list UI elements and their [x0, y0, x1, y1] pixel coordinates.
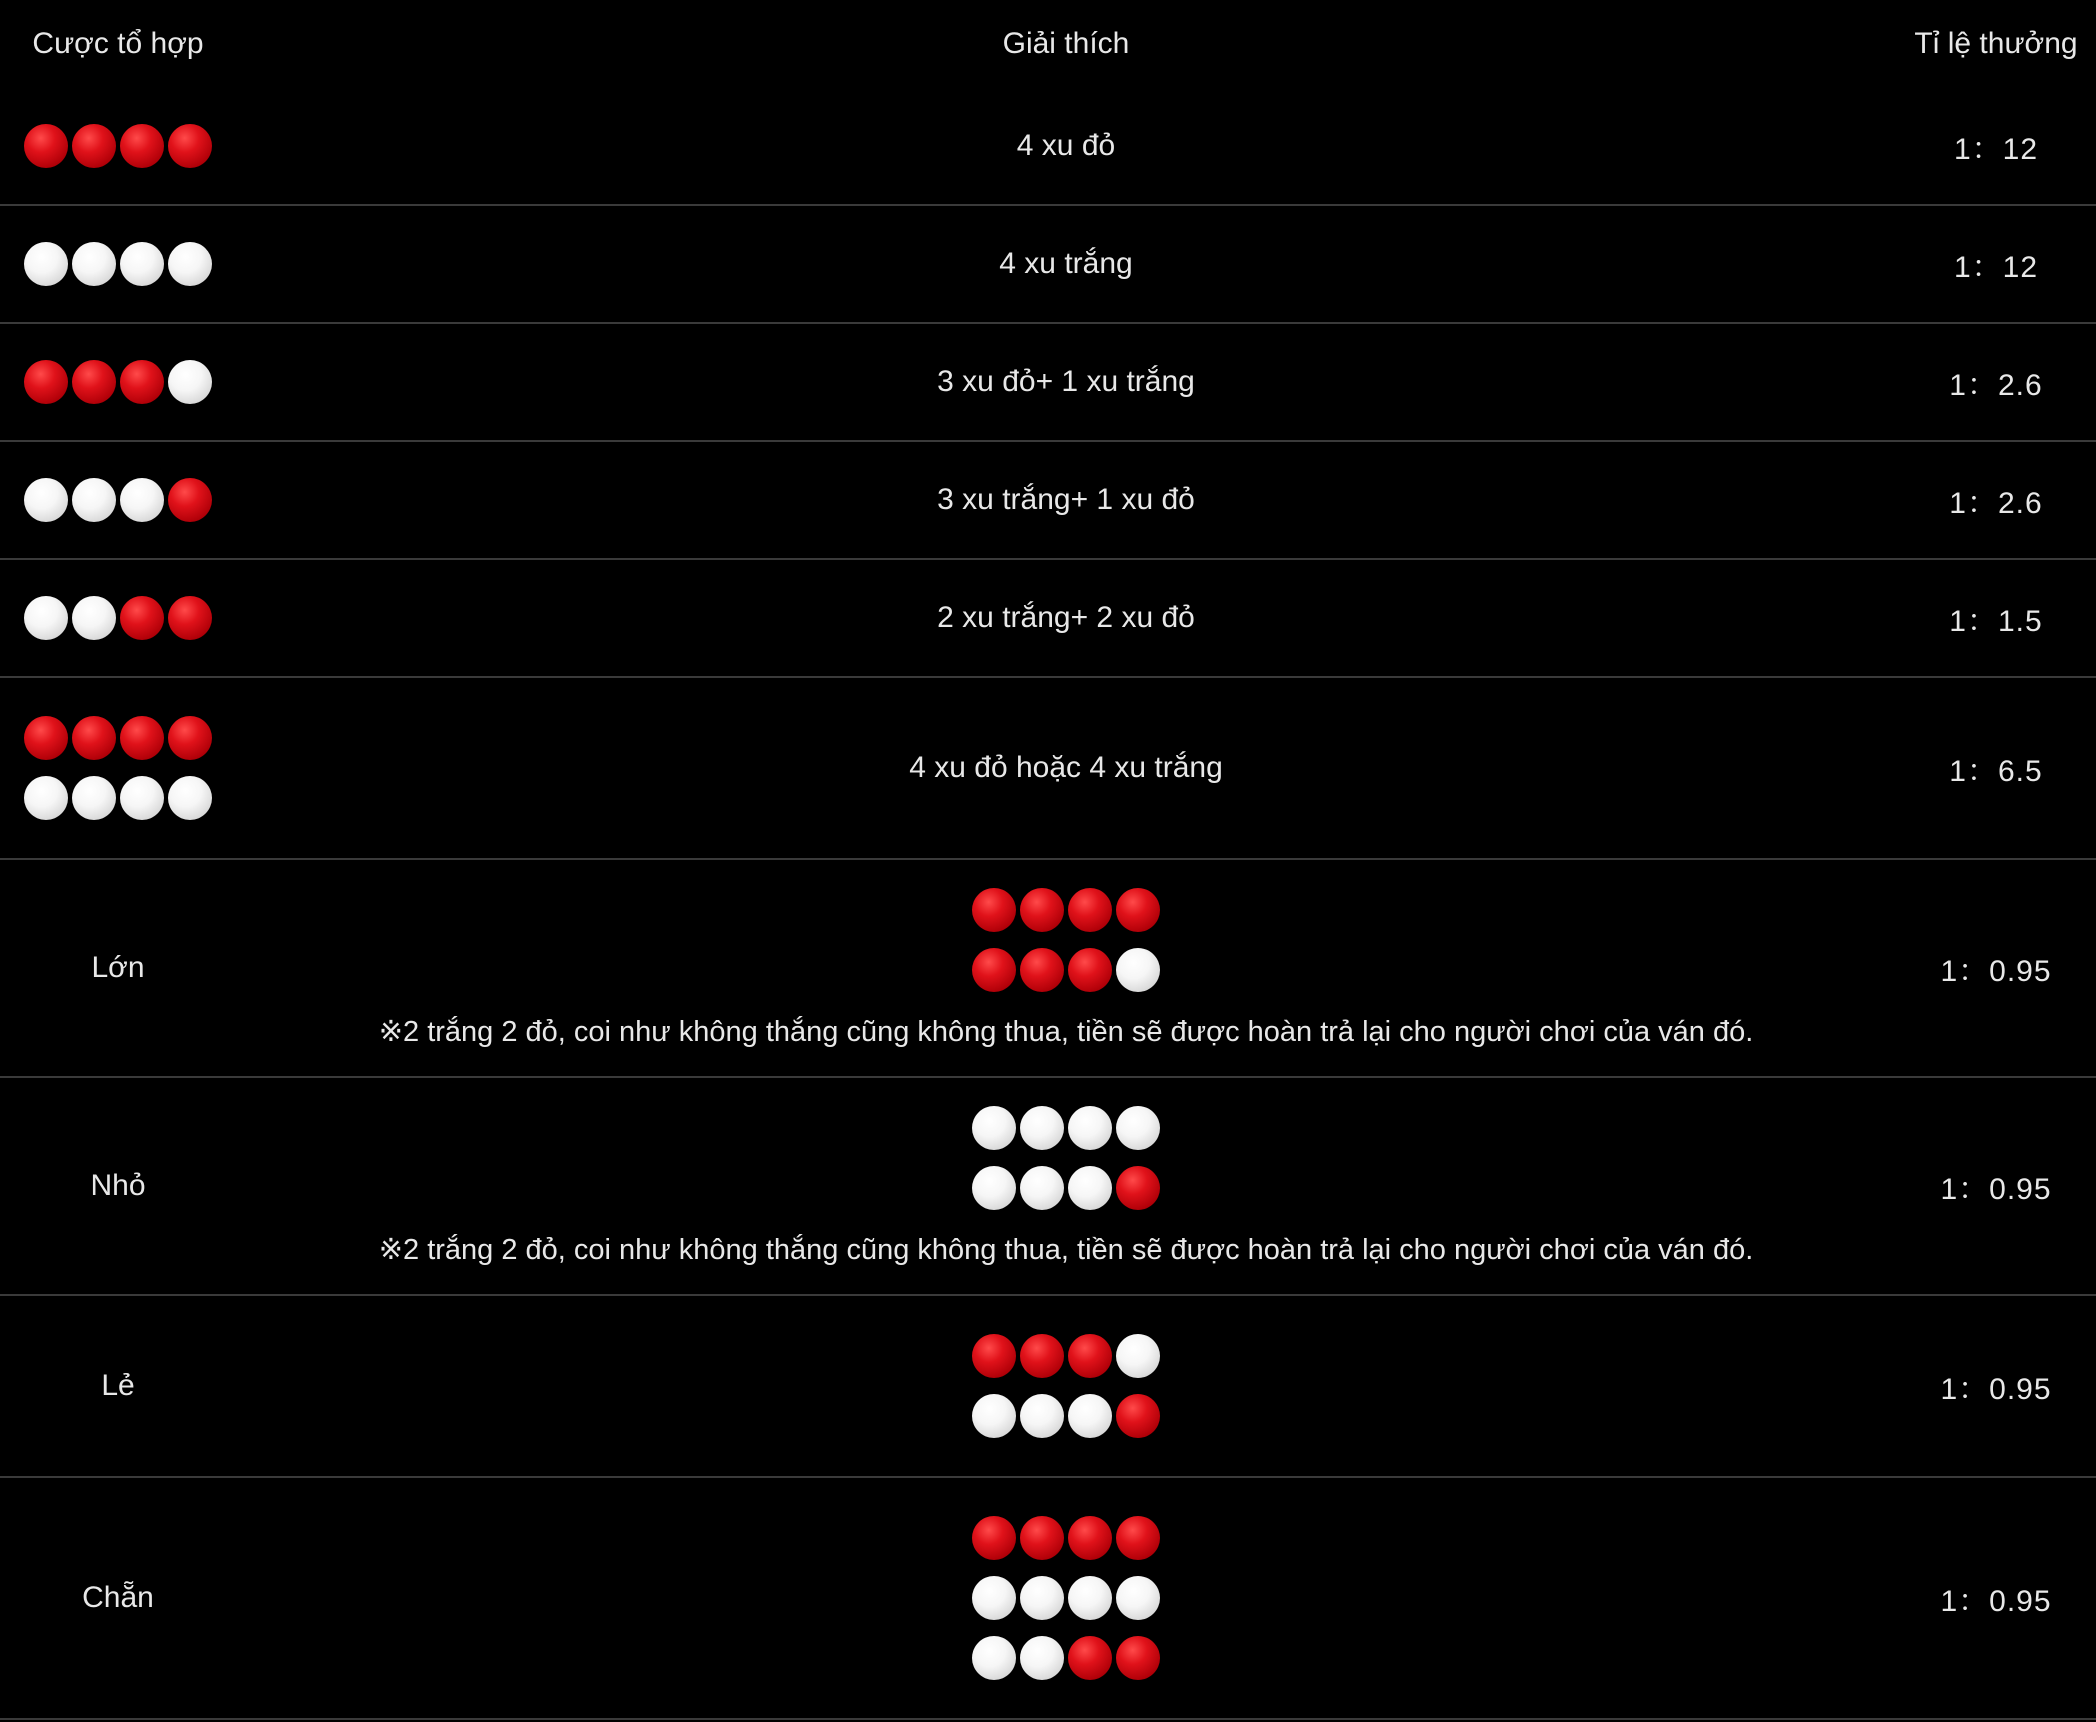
red-coin-icon	[168, 716, 212, 760]
ratio-cell	[1896, 124, 2096, 168]
red-coin-icon	[120, 124, 164, 168]
red-coin-icon	[1020, 1516, 1064, 1560]
payout-ratio: 1：12	[1953, 251, 2039, 284]
table-row	[0, 1478, 2096, 1720]
payout-ratio: 1：1.5	[1949, 605, 2043, 638]
red-coin-icon	[168, 124, 212, 168]
white-coin-icon	[972, 1636, 1016, 1680]
red-coin-icon	[1116, 1636, 1160, 1680]
table-header	[0, 0, 2096, 88]
red-coin-icon	[1068, 1334, 1112, 1378]
combo-cell	[0, 716, 236, 820]
refund-note: ※2 trắng 2 đỏ, coi như không thắng cũng không thua, tiền sẽ được hoàn trả lại cho người chơi của ván đó.	[378, 1233, 1754, 1266]
red-coin-icon	[24, 360, 68, 404]
combo-cell	[0, 1581, 236, 1615]
white-coin-icon	[1068, 1576, 1112, 1620]
red-coin-icon	[120, 360, 164, 404]
red-coin-icon	[1068, 888, 1112, 932]
white-coin-icon	[120, 242, 164, 286]
coin-row	[972, 1576, 1160, 1620]
red-coin-icon	[24, 716, 68, 760]
description-cell	[236, 365, 1896, 399]
white-coin-icon	[24, 776, 68, 820]
description-cell	[236, 888, 1896, 1049]
payout-ratio: 1：0.95	[1940, 1585, 2052, 1618]
description-text: 3 xu trắng+ 1 xu đỏ	[937, 483, 1195, 516]
description-cell	[236, 129, 1896, 163]
red-coin-icon	[1116, 1394, 1160, 1438]
description-cell	[236, 1516, 1896, 1680]
description-cell	[236, 751, 1896, 785]
white-coin-icon	[72, 596, 116, 640]
ratio-cell	[1896, 478, 2096, 522]
red-coin-icon	[72, 124, 116, 168]
red-coin-icon	[1020, 1334, 1064, 1378]
bet-label: Lẻ	[101, 1369, 135, 1402]
coin-row	[972, 1516, 1160, 1560]
white-coin-icon	[1068, 1106, 1112, 1150]
coin-row	[24, 242, 212, 286]
red-coin-icon	[972, 888, 1016, 932]
white-coin-icon	[1116, 1106, 1160, 1150]
payout-ratio: 1：0.95	[1940, 1173, 2052, 1206]
table-body	[0, 88, 2096, 1720]
red-coin-icon	[72, 716, 116, 760]
description-text: 4 xu trắng	[999, 247, 1133, 280]
ratio-cell	[1896, 946, 2096, 990]
combo-cell	[0, 1169, 236, 1203]
payout-ratio: 1：12	[1953, 133, 2039, 166]
table-row	[0, 206, 2096, 324]
bet-label: Nhỏ	[90, 1169, 146, 1202]
red-coin-icon	[1068, 948, 1112, 992]
table-row	[0, 860, 2096, 1078]
table-row	[0, 560, 2096, 678]
coin-row	[972, 888, 1160, 932]
white-coin-icon	[72, 242, 116, 286]
white-coin-icon	[120, 478, 164, 522]
ratio-cell	[1896, 242, 2096, 286]
ratio-cell	[1896, 1364, 2096, 1408]
red-coin-icon	[1116, 1166, 1160, 1210]
red-coin-icon	[972, 1516, 1016, 1560]
white-coin-icon	[168, 776, 212, 820]
red-coin-icon	[1020, 948, 1064, 992]
description-cell	[236, 601, 1896, 635]
coin-row	[972, 1334, 1160, 1378]
payout-ratio: 1：0.95	[1940, 955, 2052, 988]
ratio-cell	[1896, 596, 2096, 640]
coin-row	[972, 1394, 1160, 1438]
coin-row	[972, 1166, 1160, 1210]
coin-row	[24, 596, 212, 640]
combo-cell	[0, 242, 236, 286]
red-coin-icon	[1020, 888, 1064, 932]
header-combo: Cược tổ hợp	[32, 27, 204, 60]
red-coin-icon	[1068, 1636, 1112, 1680]
white-coin-icon	[1068, 1394, 1112, 1438]
red-coin-icon	[120, 716, 164, 760]
description-text: 4 xu đỏ hoặc 4 xu trắng	[909, 751, 1223, 784]
payout-ratio: 1：6.5	[1949, 755, 2043, 788]
coin-row	[24, 716, 212, 760]
white-coin-icon	[1020, 1166, 1064, 1210]
ratio-cell	[1896, 746, 2096, 790]
white-coin-icon	[1020, 1636, 1064, 1680]
white-coin-icon	[972, 1394, 1016, 1438]
white-coin-icon	[1116, 1576, 1160, 1620]
white-coin-icon	[1020, 1394, 1064, 1438]
white-coin-icon	[168, 242, 212, 286]
coin-row	[24, 124, 212, 168]
white-coin-icon	[120, 776, 164, 820]
red-coin-icon	[120, 596, 164, 640]
white-coin-icon	[168, 360, 212, 404]
description-cell	[236, 483, 1896, 517]
red-coin-icon	[168, 478, 212, 522]
payout-ratio: 1：0.95	[1940, 1373, 2052, 1406]
header-desc: Giải thích	[1002, 27, 1130, 60]
white-coin-icon	[972, 1576, 1016, 1620]
table-row	[0, 678, 2096, 860]
coin-row	[972, 1636, 1160, 1680]
refund-note: ※2 trắng 2 đỏ, coi như không thắng cũng không thua, tiền sẽ được hoàn trả lại cho người chơi của ván đó.	[378, 1015, 1754, 1048]
bet-label: Chẵn	[82, 1581, 154, 1614]
white-coin-icon	[24, 478, 68, 522]
coin-row	[24, 478, 212, 522]
description-text: 3 xu đỏ+ 1 xu trắng	[937, 365, 1195, 398]
table-row	[0, 324, 2096, 442]
payout-ratio: 1：2.6	[1949, 369, 2043, 402]
red-coin-icon	[24, 124, 68, 168]
white-coin-icon	[24, 596, 68, 640]
description-cell	[236, 1106, 1896, 1267]
combo-cell	[0, 124, 236, 168]
header-ratio: Tỉ lệ thưởng	[1914, 27, 2078, 60]
description-text: 2 xu trắng+ 2 xu đỏ	[937, 601, 1195, 634]
red-coin-icon	[1116, 888, 1160, 932]
combo-cell	[0, 1369, 236, 1403]
red-coin-icon	[972, 1334, 1016, 1378]
bet-label: Lớn	[91, 951, 145, 984]
payout-ratio: 1：2.6	[1949, 487, 2043, 520]
white-coin-icon	[24, 242, 68, 286]
coin-row	[24, 360, 212, 404]
white-coin-icon	[72, 478, 116, 522]
ratio-cell	[1896, 1576, 2096, 1620]
description-cell	[236, 247, 1896, 281]
table-row	[0, 88, 2096, 206]
white-coin-icon	[1116, 948, 1160, 992]
white-coin-icon	[1116, 1334, 1160, 1378]
red-coin-icon	[1116, 1516, 1160, 1560]
ratio-cell	[1896, 360, 2096, 404]
red-coin-icon	[972, 948, 1016, 992]
combo-cell	[0, 478, 236, 522]
white-coin-icon	[1068, 1166, 1112, 1210]
coin-row	[24, 776, 212, 820]
coin-row	[972, 948, 1160, 992]
white-coin-icon	[972, 1166, 1016, 1210]
description-text: 4 xu đỏ	[1016, 129, 1116, 162]
red-coin-icon	[72, 360, 116, 404]
white-coin-icon	[72, 776, 116, 820]
white-coin-icon	[1020, 1106, 1064, 1150]
ratio-cell	[1896, 1164, 2096, 1208]
red-coin-icon	[1068, 1516, 1112, 1560]
table-row	[0, 1078, 2096, 1296]
white-coin-icon	[1020, 1576, 1064, 1620]
table-row	[0, 442, 2096, 560]
coin-row	[972, 1106, 1160, 1150]
combo-cell	[0, 596, 236, 640]
table-row	[0, 1296, 2096, 1478]
combo-cell	[0, 951, 236, 985]
combo-cell	[0, 360, 236, 404]
red-coin-icon	[168, 596, 212, 640]
description-cell	[236, 1334, 1896, 1438]
white-coin-icon	[972, 1106, 1016, 1150]
